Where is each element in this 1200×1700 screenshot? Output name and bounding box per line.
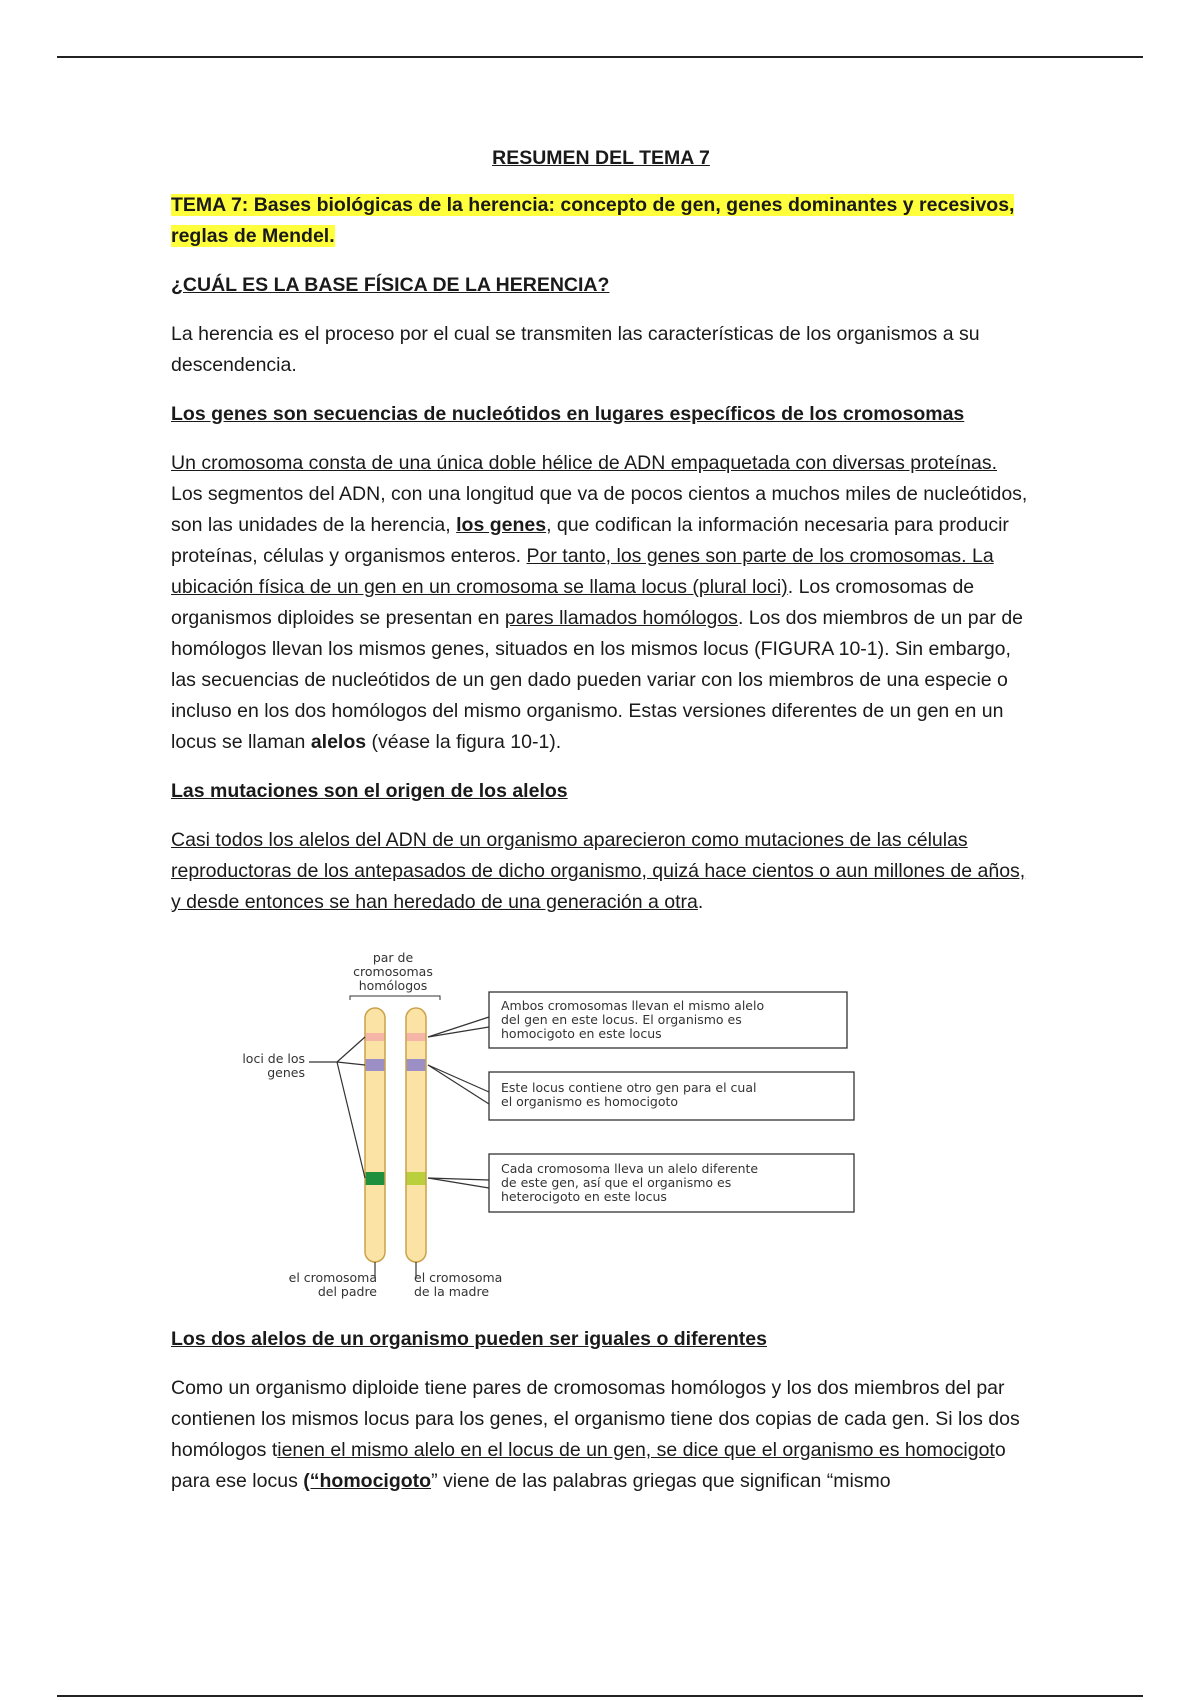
band-b1 <box>406 1033 426 1041</box>
band-b3 <box>406 1172 426 1185</box>
genes-p-s9: alelos <box>310 731 367 753</box>
genes-p-s7: pares llamados homólogos <box>504 607 738 629</box>
topic-heading <box>171 190 1031 252</box>
mother-label-1: el cromosoma <box>414 1270 503 1285</box>
section-heading-mutations: Las mutaciones son el origen de los alelos <box>171 780 568 802</box>
section-heading-genes: Los genes son secuencias de nucleótidos en lugares específicos de los cromosomas <box>171 403 965 425</box>
band-a1 <box>365 1033 385 1041</box>
alleles-p-s2: ienen el mismo alelo en el locus de un gen, se dice que el organismo es homocigot <box>277 1439 995 1461</box>
loci-line-2 <box>337 1062 365 1065</box>
pair-label-3: homólogos <box>358 978 428 993</box>
section-heading-alleles: Los dos alelos de un organismo pueden ser iguales o diferentes <box>171 1328 767 1350</box>
genes-paragraph <box>171 448 1031 758</box>
genes-p-s4: , que codifican la información necesaria para producir proteínas, células y organismos enteros. <box>171 514 1009 567</box>
document-title: RESUMEN DEL TEMA 7 <box>492 147 710 169</box>
alleles-p-s5: ” viene de las palabras griegas que significan “mismo <box>431 1470 891 1492</box>
band-a3 <box>365 1172 385 1185</box>
loci-line-3 <box>337 1062 365 1178</box>
box3-line-3: heterocigoto en este locus <box>501 1189 667 1204</box>
band-b2 <box>406 1059 426 1071</box>
mutations-p-text: Casi todos los alelos del ADN de un organismo aparecieron como mutaciones de las células reproductoras de los antepasados de dicho organismo, quizá hace cientos o aun millones de años, y desde entonces se han heredado de una generación a otra <box>171 829 1026 913</box>
box2-line-2: el organismo es homocigoto <box>501 1094 679 1109</box>
box1-line-3: homocigoto en este locus <box>501 1026 662 1041</box>
genes-p-s2: Los segmentos del ADN, con una longitud que va de pocos cientos a muchos miles de nucleótidos, son las unidades de la herencia, <box>171 483 1028 536</box>
loci-label-2: genes <box>267 1065 305 1080</box>
loci-line-1 <box>337 1037 365 1062</box>
chromosome-figure <box>171 936 871 1306</box>
box1-line-1: Ambos cromosomas llevan el mismo alelo <box>501 998 765 1013</box>
genes-p-s1: Un cromosoma consta de una única doble hélice de ADN empaquetada con diversas proteínas. <box>171 452 997 474</box>
box2-line-1: Este locus contiene otro gen para el cual <box>501 1080 757 1095</box>
pair-bracket <box>350 996 440 1000</box>
mutations-p-end: . <box>697 891 704 913</box>
mutations-paragraph <box>171 825 1031 918</box>
alleles-paragraph <box>171 1373 1031 1497</box>
box3-line-1: Cada cromosoma lleva un alelo diferente <box>501 1161 759 1176</box>
alleles-p-s1: Como un organismo diploide tiene pares de cromosomas homólogos y los dos miembros del par contienen los mismos locus para los genes, el organismo tiene dos copias de cada gen. Si los dos homólogos t <box>171 1377 1020 1461</box>
box2-pointer-a <box>428 1065 489 1104</box>
chromosome-diagram <box>171 936 871 1306</box>
genes-p-s10: (véase la figura 10-1). <box>366 731 562 753</box>
pair-label-2: cromosomas <box>353 964 433 979</box>
mother-chromosome <box>406 1008 426 1262</box>
mother-label-2: de la madre <box>414 1284 490 1299</box>
top-rule <box>57 56 1143 58</box>
box2-pointer-b <box>428 1065 489 1092</box>
box1-pointer-a <box>428 1017 489 1037</box>
father-label-2: del padre <box>317 1284 377 1299</box>
band-a2 <box>365 1059 385 1071</box>
question-heading: ¿CUÁL ES LA BASE FÍSICA DE LA HERENCIA? <box>171 274 610 296</box>
intro-paragraph: La herencia es el proceso por el cual se transmiten las características de los organismos a su descendencia. <box>171 323 980 376</box>
genes-p-s5: Por tanto, los genes son parte de los cromosomas. La ubicación física de un gen en un cromosoma se llama locus (plural loci) <box>171 545 994 598</box>
father-label-1: el cromosoma <box>288 1270 377 1285</box>
genes-p-s6: . Los cromosomas de organismos diploides se presentan en <box>171 576 975 629</box>
alleles-p-s3: o para ese locus <box>171 1439 1006 1492</box>
father-chromosome <box>365 1008 385 1262</box>
box3-line-2: de este gen, así que el organismo es <box>501 1175 732 1190</box>
genes-p-s8: . Los dos miembros de un par de homólogos llevan los mismos genes, situados en los mismos locus (FIGURA 10-1). Sin embargo, las secuencias de nucleótidos de un gen dado pueden variar con los miembros de una especie o incluso en los dos homólogos del mismo organismo. Estas versiones diferentes de un gen en un locus se llaman <box>171 607 1024 753</box>
pair-label-1: par de <box>372 950 414 965</box>
document-body <box>171 143 1031 1515</box>
box1-line-2: del gen en este locus. El organismo es <box>501 1012 742 1027</box>
genes-p-s3: los genes <box>456 514 547 536</box>
bottom-rule <box>57 1695 1143 1697</box>
alleles-p-s4: (“homocigoto <box>303 1470 432 1492</box>
loci-label-1: loci de los <box>242 1051 305 1066</box>
box1-pointer-b <box>428 1027 489 1037</box>
topic-highlight: TEMA 7: Bases biológicas de la herencia: concepto de gen, genes dominantes y recesivos, reglas de Mendel. <box>171 194 1015 247</box>
